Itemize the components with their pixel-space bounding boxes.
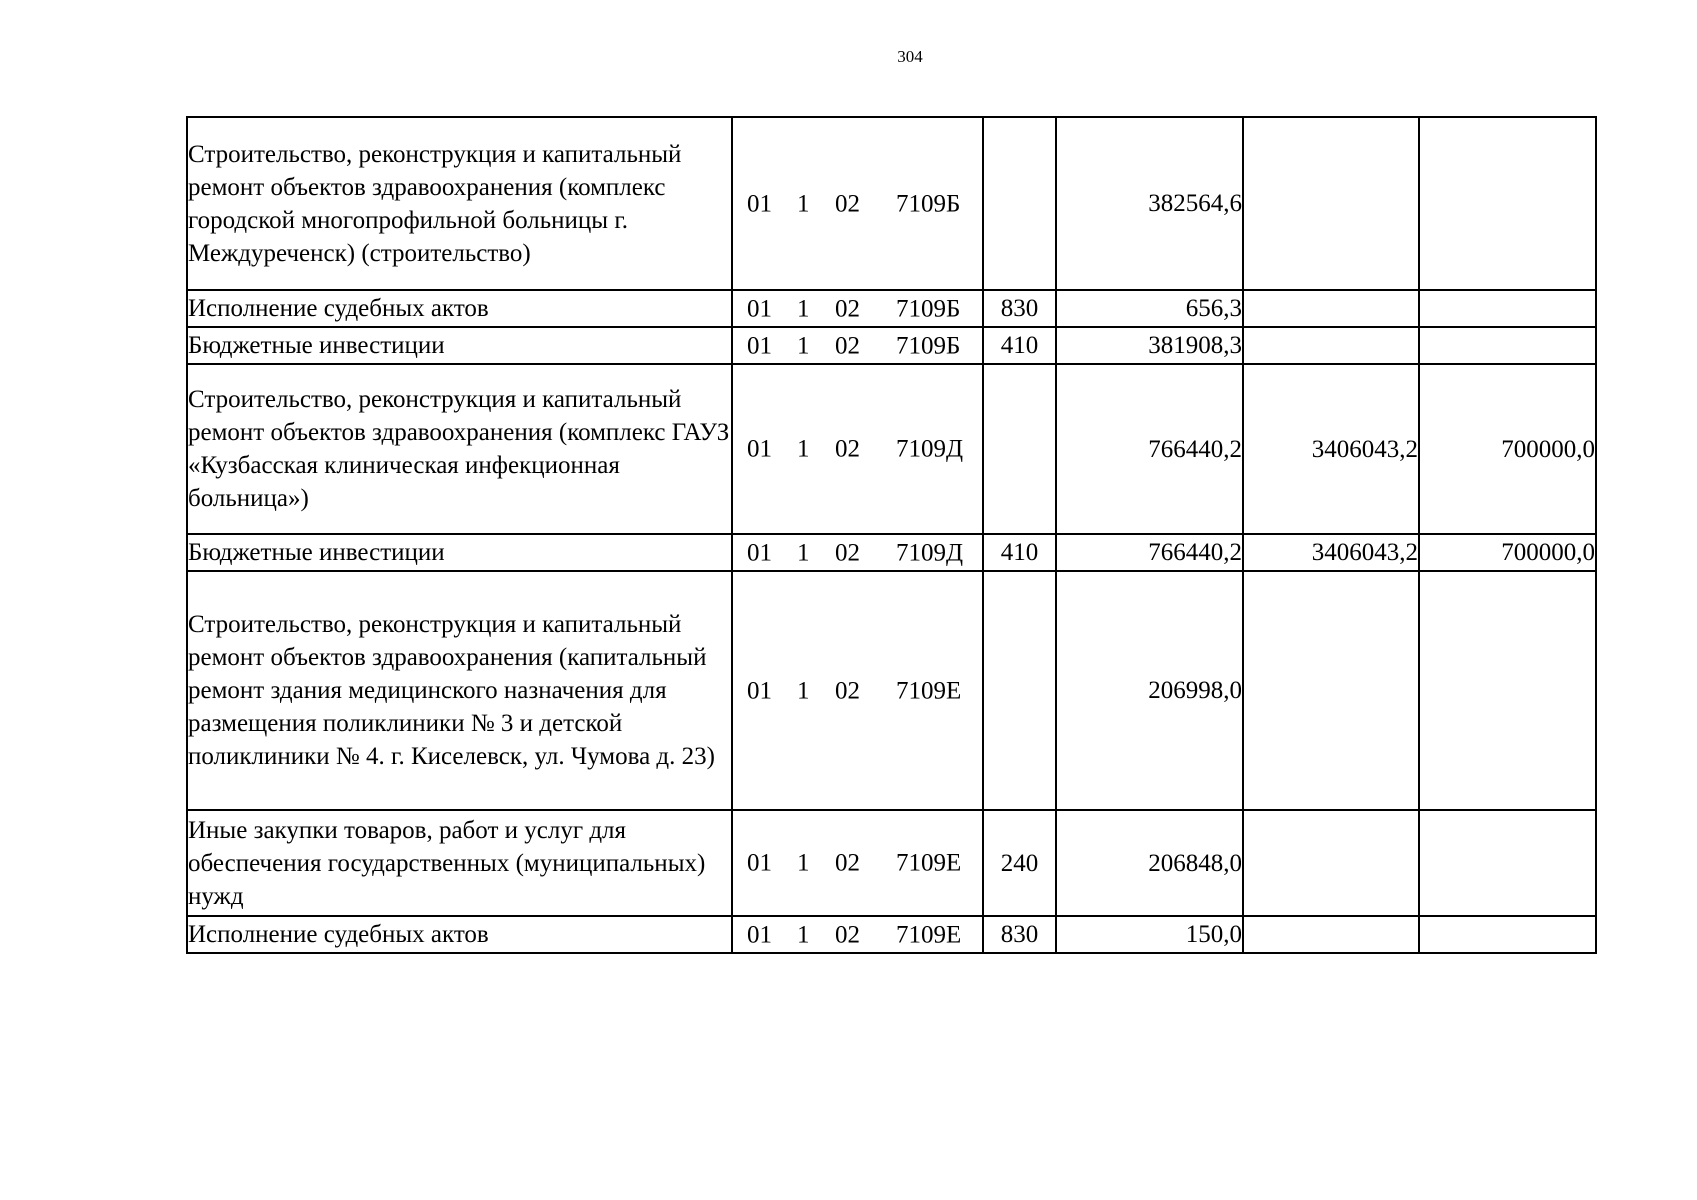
code-part: 7109Б xyxy=(896,295,961,322)
amount-cell: 3406043,2 xyxy=(1243,364,1419,534)
amount-cell: 766440,2 xyxy=(1056,534,1243,571)
classification-code xyxy=(732,534,983,571)
code-part: 7109Е xyxy=(896,921,962,948)
classification-code xyxy=(732,810,983,916)
amount-cell xyxy=(1243,327,1419,364)
code-part: 1 xyxy=(797,849,810,877)
page-number: 304 xyxy=(897,47,923,66)
classification-code xyxy=(732,364,983,534)
classification-code xyxy=(732,290,983,327)
expense-type-code: 830 xyxy=(983,290,1056,327)
table-row xyxy=(187,534,1596,571)
classification-code xyxy=(732,916,983,953)
item-name: Исполнение судебных актов xyxy=(187,916,732,953)
amount-cell: 700000,0 xyxy=(1419,364,1596,534)
code-part: 01 xyxy=(747,921,772,948)
expense-type-code: 410 xyxy=(983,534,1056,571)
amount-cell xyxy=(1243,290,1419,327)
code-part: 1 xyxy=(797,539,810,566)
table-row xyxy=(187,327,1596,364)
code-part: 01 xyxy=(747,190,772,217)
amount-cell: 3406043,2 xyxy=(1243,534,1419,571)
expense-type-code: 830 xyxy=(983,916,1056,953)
expense-type-code xyxy=(983,117,1056,290)
table-row xyxy=(187,117,1596,290)
amount-cell: 656,3 xyxy=(1056,290,1243,327)
amount-cell: 206848,0 xyxy=(1056,810,1243,916)
table-row xyxy=(187,290,1596,327)
item-name: Исполнение судебных актов xyxy=(187,290,732,327)
expense-type-code xyxy=(983,364,1056,534)
amount-cell xyxy=(1243,117,1419,290)
code-part: 02 xyxy=(835,849,860,877)
table-row xyxy=(187,364,1596,534)
amount-cell xyxy=(1243,571,1419,810)
item-name: Строительство, реконструкция и капитальный ремонт объектов здравоохранения (комплекс городской многопрофильной больницы г. Междуреченск) (строительство) xyxy=(187,117,732,290)
code-part: 02 xyxy=(835,435,860,463)
classification-code xyxy=(732,117,983,290)
code-part: 01 xyxy=(747,539,772,566)
amount-cell xyxy=(1243,916,1419,953)
amount-cell: 381908,3 xyxy=(1056,327,1243,364)
code-part: 02 xyxy=(835,677,860,704)
amount-cell xyxy=(1419,810,1596,916)
expense-type-code: 240 xyxy=(983,810,1056,916)
amount-cell xyxy=(1419,290,1596,327)
amount-cell: 206998,0 xyxy=(1056,571,1243,810)
code-part: 1 xyxy=(797,332,810,359)
expense-type-code xyxy=(983,571,1056,810)
item-name: Строительство, реконструкция и капитальный ремонт объектов здравоохранения (капитальный ремонт здания медицинского назначения для размещения поликлиники № 3 и детской поликлиники № 4. г. Киселевск, ул. Чумова д. 23) xyxy=(187,571,732,810)
code-part: 7109Д xyxy=(896,539,964,566)
expense-type-code: 410 xyxy=(983,327,1056,364)
item-name: Бюджетные инвестиции xyxy=(187,327,732,364)
table-row xyxy=(187,916,1596,953)
code-part: 7109Е xyxy=(896,677,962,704)
code-part: 1 xyxy=(797,677,810,704)
classification-code xyxy=(732,571,983,810)
budget-table xyxy=(186,116,1597,954)
code-part: 01 xyxy=(747,295,772,322)
code-part: 02 xyxy=(835,190,860,217)
code-part: 7109Е xyxy=(896,849,962,877)
code-part: 01 xyxy=(747,677,772,704)
amount-cell: 382564,6 xyxy=(1056,117,1243,290)
table-row xyxy=(187,571,1596,810)
amount-cell: 766440,2 xyxy=(1056,364,1243,534)
amount-cell: 700000,0 xyxy=(1419,534,1596,571)
code-part: 7109Б xyxy=(896,332,961,359)
amount-cell xyxy=(1419,571,1596,810)
code-part: 02 xyxy=(835,295,860,322)
code-part: 01 xyxy=(747,435,772,463)
code-part: 1 xyxy=(797,190,810,217)
item-name: Бюджетные инвестиции xyxy=(187,534,732,571)
amount-cell xyxy=(1419,916,1596,953)
classification-code xyxy=(732,327,983,364)
table-row xyxy=(187,810,1596,916)
code-part: 7109Д xyxy=(896,435,964,463)
item-name: Строительство, реконструкция и капитальный ремонт объектов здравоохранения (комплекс ГАУЗ «Кузбасская клиническая инфекционная больница») xyxy=(187,364,732,534)
code-part: 1 xyxy=(797,921,810,948)
amount-cell xyxy=(1419,327,1596,364)
amount-cell: 150,0 xyxy=(1056,916,1243,953)
code-part: 1 xyxy=(797,435,810,463)
code-part: 02 xyxy=(835,332,860,359)
code-part: 01 xyxy=(747,332,772,359)
code-part: 7109Б xyxy=(896,190,961,217)
amount-cell xyxy=(1419,117,1596,290)
code-part: 02 xyxy=(835,539,860,566)
code-part: 01 xyxy=(747,849,772,877)
code-part: 02 xyxy=(835,921,860,948)
code-part: 1 xyxy=(797,295,810,322)
amount-cell xyxy=(1243,810,1419,916)
item-name: Иные закупки товаров, работ и услуг для обеспечения государственных (муниципальных) нужд xyxy=(187,810,732,916)
